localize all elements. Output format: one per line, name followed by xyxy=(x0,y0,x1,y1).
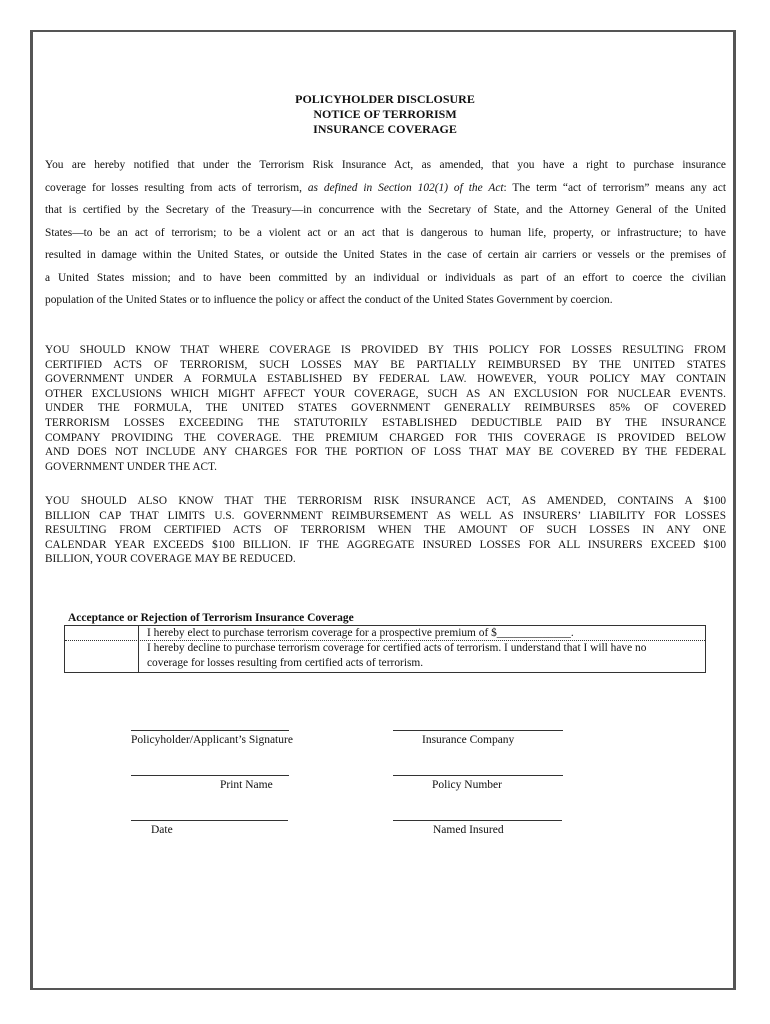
named-insured-line[interactable] xyxy=(393,820,562,821)
insurance-company-line[interactable] xyxy=(393,730,563,731)
notice-line: resulted in damage within the United States, or outside the United States in the case of certain air carriers or vessels or the premises of xyxy=(45,249,726,261)
notice-line: that is certified by the Secretary of the Treasury—in concurrence with the Secretary of State, and the Attorney General of the United xyxy=(45,204,726,216)
acceptance-heading: Acceptance or Rejection of Terrorism Insurance Coverage xyxy=(68,612,354,624)
paragraph-line: CERTIFIED ACTS OF TERRORISM, SUCH LOSSES MAY BE PARTIALLY REIMBURSED BY THE UNITED STATES xyxy=(45,358,726,371)
title-line-1: POLICYHOLDER DISCLOSURE xyxy=(295,92,475,106)
notice-text: : The term “act of terrorism” means any act xyxy=(503,181,726,194)
notice-line: population of the United States or to influence the policy or affect the conduct of the United States Government by coercion. xyxy=(45,294,613,306)
elect-coverage-text: I hereby elect to purchase terrorism coverage for a prospective premium of $_____________. xyxy=(147,627,574,639)
decline-coverage-initial-box[interactable] xyxy=(65,641,139,673)
paragraph-line: GOVERNMENT UNDER A FORMULA ESTABLISHED BY FEDERAL LAW. HOWEVER, YOUR POLICY MAY CONTAIN xyxy=(45,373,726,386)
decline-line: I hereby decline to purchase terrorism coverage for certified acts of terrorism. I understand that I will have no xyxy=(147,642,647,654)
decline-coverage-text xyxy=(147,641,699,671)
notice-text: coverage for losses resulting from acts of terrorism, xyxy=(45,181,308,194)
named-insured-label: Named Insured xyxy=(433,824,504,836)
title-line-3: INSURANCE COVERAGE xyxy=(313,122,457,136)
federal-reimbursement-paragraph xyxy=(45,343,726,474)
decline-line: coverage for losses resulting from certified acts of terrorism. xyxy=(147,657,424,669)
paragraph-line: BILLION CAP THAT LIMITS U.S. GOVERNMENT REIMBURSEMENT AS WELL AS INSURERS’ LIABILITY FOR LOSSES xyxy=(45,509,726,522)
date-line[interactable] xyxy=(131,820,288,821)
paragraph-line: YOU SHOULD KNOW THAT WHERE COVERAGE IS PROVIDED BY THIS POLICY FOR LOSSES RESULTING FROM xyxy=(45,344,726,356)
document-title xyxy=(0,92,770,137)
paragraph-line: COMPANY PROVIDING THE COVERAGE. THE PREMIUM CHARGED FOR THIS COVERAGE IS PROVIDED BELOW xyxy=(45,431,726,444)
liability-cap-paragraph xyxy=(45,494,726,567)
policyholder-signature-label: Policyholder/Applicant’s Signature xyxy=(131,734,293,746)
notice-line: a United States mission; and to have been committed by an individual or individuals as part of an effort to coerce the civilian xyxy=(45,271,726,284)
paragraph-line: TERRORISM LOSSES EXCEEDING THE STATUTORILY ESTABLISHED DEDUCTIBLE PAID BY THE INSURANCE xyxy=(45,416,726,429)
paragraph-line: OTHER EXCLUSIONS WHICH MIGHT AFFECT YOUR COVERAGE, SUCH AS AN EXCLUSION FOR NUCLEAR EVENTS. xyxy=(45,387,726,400)
policy-number-line[interactable] xyxy=(393,775,563,776)
decline-coverage-row xyxy=(65,641,705,673)
date-label: Date xyxy=(151,824,173,836)
policyholder-signature-line[interactable] xyxy=(131,730,289,731)
elect-coverage-row xyxy=(65,626,705,641)
notice-paragraph xyxy=(45,154,726,312)
paragraph-line: BILLION, YOUR COVERAGE MAY BE REDUCED. xyxy=(45,553,296,566)
coverage-choice-table xyxy=(64,625,706,673)
print-name-line[interactable] xyxy=(131,775,289,776)
insurance-company-label: Insurance Company xyxy=(422,734,515,746)
title-line-2: NOTICE OF TERRORISM xyxy=(313,107,457,121)
notice-line: States—to be an act of terrorism; to be a violent act or an act that is dangerous to human life, property, or infrastructure; to have xyxy=(45,226,726,239)
paragraph-line: AND DOES NOT INCLUDE ANY CHARGES FOR THE PORTION OF LOSS THAT MAY BE COVERED BY THE FEDERAL xyxy=(45,446,726,459)
paragraph-line: RESULTING FROM CERTIFIED ACTS OF TERRORISM WHEN THE AMOUNT OF SUCH LOSSES IN ANY ONE xyxy=(45,524,726,537)
paragraph-line: YOU SHOULD ALSO KNOW THAT THE TERRORISM RISK INSURANCE ACT, AS AMENDED, CONTAINS A $100 xyxy=(45,495,726,507)
elect-coverage-initial-box[interactable] xyxy=(65,626,139,640)
notice-italic-definition: as defined in Section 102(1) of the Act xyxy=(307,181,504,194)
paragraph-line: CALENDAR YEAR EXCEEDS $100 BILLION. IF THE AGGREGATE INSURED LOSSES FOR ALL INSURERS EXCEED $100 xyxy=(45,538,726,551)
policy-number-label: Policy Number xyxy=(432,779,502,791)
notice-line xyxy=(45,177,726,200)
notice-line: You are hereby notified that under the Terrorism Risk Insurance Act, as amended, that you have a right to purchase insurance xyxy=(45,159,726,171)
paragraph-line: UNDER THE FORMULA, THE UNITED STATES GOVERNMENT GENERALLY REIMBURSES 85% OF COVERED xyxy=(45,402,726,415)
paragraph-line: GOVERNMENT UNDER THE ACT. xyxy=(45,460,217,473)
print-name-label: Print Name xyxy=(220,779,273,791)
